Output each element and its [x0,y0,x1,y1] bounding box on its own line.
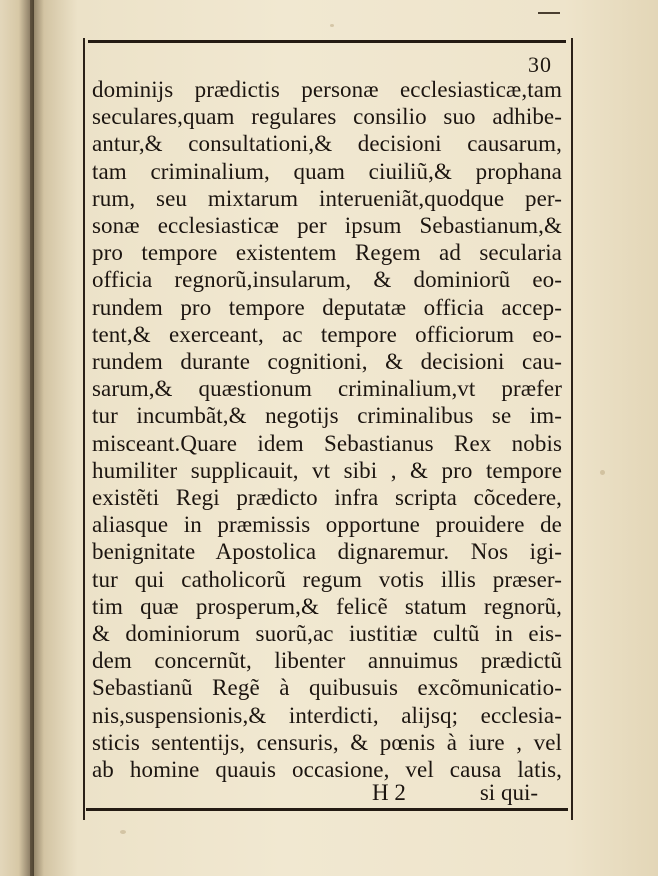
text-line: antur,& consultationi,& decisioni causarum, [92,131,562,157]
text-line: sonæ ecclesiasticæ per ipsum Sebastianum,& [92,213,562,239]
paper-stain [330,24,334,27]
text-line: dominijs prædictis personæ ecclesiasticæ,tam [92,77,562,102]
text-line: rundem durante cognitioni, & decisioni cau- [92,349,562,375]
text-line: aliasque in præmissis opportune prouidere de [92,512,562,538]
text-line: nis,suspensionis,& interdicti, alijsq; ecclesia- [92,702,562,728]
text-line: & dominiorum suorũ,ac iustitiæ cultũ in eis- [92,621,562,647]
facing-page-edge [0,0,34,876]
page-footer [92,780,562,808]
text-line: Sebastianũ Regẽ à quibusuis excõmunicatio- [92,675,562,701]
top-rule [88,40,566,43]
paper-stain [120,830,126,834]
text-line: tam criminalium, quam ciuiliũ,& prophana [92,158,562,184]
bottom-rule [86,808,568,811]
text-line: benignitate Apostolica dignaremur. Nos igi- [92,539,562,565]
text-line: rum, seu mixtarum interueniãt,quodque per- [92,185,562,211]
paper-stain [600,470,605,475]
text-line: sarum,& quæstionum criminalium,vt præfer [92,376,562,402]
text-line: tur qui catholicorũ regum votis illis præser- [92,566,562,592]
catchword: si qui- [479,780,538,805]
text-line: humiliter supplicauit, vt sibi , & pro tempore [92,457,562,483]
page-number: 30 [528,52,552,77]
text-line: tim quæ prosperum,& felicẽ statum regnorũ, [92,593,562,619]
text-line: officia regnorũ,insularum, & dominiorũ eo- [92,267,562,293]
text-line: rundem pro tempore deputatæ officia accep- [92,294,562,320]
corner-mark [538,12,560,14]
text-line: misceant.Quare idem Sebastianus Rex nobis [92,430,562,456]
body-text [92,76,562,783]
text-line: seculares,quam regulares consilio suo adhibe- [92,104,562,130]
text-line: tur incumbãt,& negotijs criminalibus se im- [92,403,562,429]
text-line: sticis sententijs, censuris, & pœnis à iure , vel [92,729,562,755]
text-line: pro tempore existentem Regem ad secularia [92,240,562,266]
text-line: existẽti Regi prædicto infra scripta cõcedere, [92,485,562,511]
text-line: ab homine quauis occasione, vel causa latis, [92,757,562,783]
signature-mark: H 2 [372,780,406,805]
gutter-shadow [30,0,44,876]
text-line: tent,& exerceant, ac tempore officiorum eo- [92,321,562,347]
text-line: dem concernũt, libenter annuimus prædictũ [92,648,562,674]
